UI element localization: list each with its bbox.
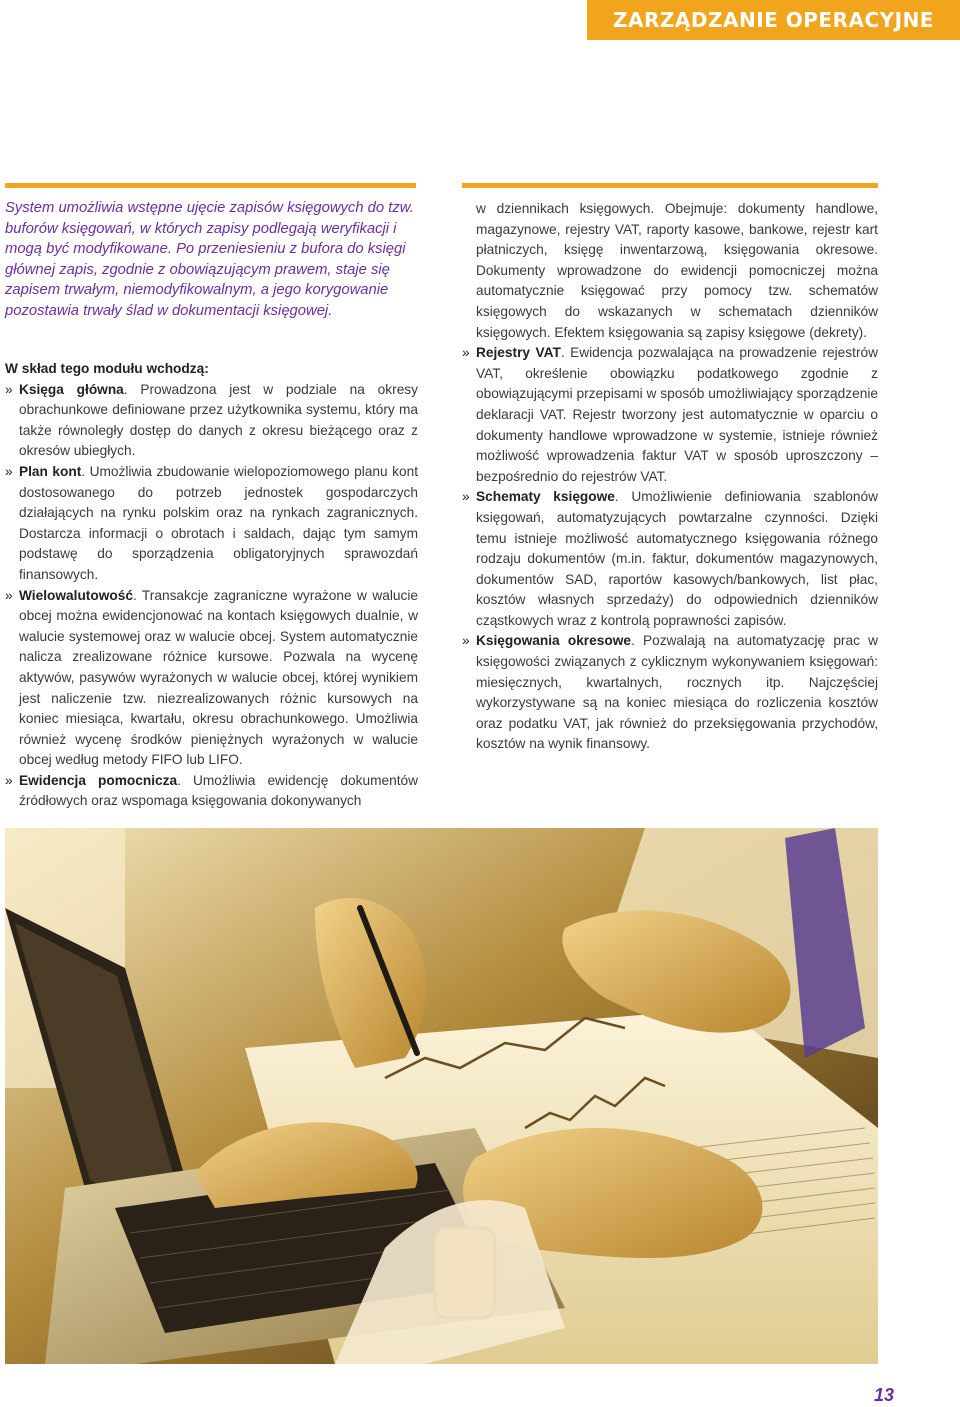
module-description: . Transakcje zagraniczne wyrażone w walucie obcej można ewidencjonować na kontach księgowych dualnie, w walucie systemowej oraz w walucie obcej. System automatycznie nalicza zrealizowane różnice kursowe. Pozwala na wycenę aktywów, pasywów wyrażonych w walucie obcej, której wynikiem jest naliczenie tzw. niezrealizowanych różnic kursowych na koniec miesiąca, kwartału, okresu obrachunkowego. Umożliwia również wycenę środków pieniężnych wyrażonych w walucie obcej według metody FIFO lub LIFO. bbox=[19, 587, 418, 768]
module-description: . Umożliwienie definiowania szablonów księgowań, automatyzujących powtarzalne czynności. Dzięki temu istnieje możliwość automatycznego księgowania różnego rodzaju dokumentów (m.in. faktur, dokumentów magazynowych, dokumentów SAD, raportów kasowych/bankowych, list płac, kosztów własnych sprzedaży) do odpowiednich dzienników cząstkowych wraz z kontrolą poprawności zapisów. bbox=[476, 489, 878, 628]
module-item-schematy-ksiegowe bbox=[462, 487, 878, 631]
module-term: Rejestry VAT bbox=[476, 345, 561, 361]
office-photo-illustration bbox=[5, 828, 878, 1364]
right-column bbox=[462, 199, 878, 755]
ewidencja-continuation: w dziennikach księgowych. Obejmuje: dokumenty handlowe, magazynowe, rejestry VAT, raporty kasowe, bankowe, rejestr kart płatniczych, księgę inwentarzową, księgowania okresowe. Dokumenty wprowadzone do ewidencji pomocniczej można automatycznie księgować przy pomocy tzw. schematów księgowych do wskazanych w schematach dzienników księgowych. Efektem księgowania są zapisy księgowe (dekrety). bbox=[476, 201, 878, 340]
lead-paragraph: System umożliwia wstępne ujęcie zapisów księgowych do tzw. buforów księgowań, w których zapisy podlegają weryfikacji i mogą być modyfikowane. Po przeniesieniu z bufora do księgi głównej zapis, zgodnie z obowiązującym prawem, staje się zapisem trwałym, niemodyfikowalnym, a jego korygowanie pozostawia trwały ślad w dokumentacji księgowej. bbox=[5, 200, 414, 319]
module-term: Plan kont bbox=[19, 463, 82, 479]
module-item-ksiega-glowna bbox=[5, 380, 418, 462]
module-item-ksiegowania-okresowe bbox=[462, 631, 878, 755]
bullet-icon: » bbox=[5, 587, 13, 603]
bullet-icon: » bbox=[462, 633, 470, 649]
module-term: Księga główna bbox=[19, 381, 124, 397]
module-item-plan-kont bbox=[5, 462, 418, 586]
bullet-icon: » bbox=[5, 381, 13, 397]
bullet-icon: » bbox=[462, 489, 470, 505]
module-description: . Pozwalają na automatyzację prac w księgowości związanych z cyklicznym wykonywaniem księgowań: miesięcznych, kwartalnych, rocznych itp. Najczęściej wykorzystywane są na koniec miesiąca do rozliczenia kosztów oraz podatku VAT, jak również do przeksięgowania przychodów, kosztów na wynik finansowy. bbox=[476, 633, 878, 752]
module-item-rejestry-vat bbox=[462, 343, 878, 487]
page-number: 13 bbox=[874, 1385, 895, 1405]
modules-heading: W skład tego modułu wchodzą: bbox=[5, 361, 209, 376]
bullet-icon: » bbox=[462, 345, 470, 361]
module-description: . Prowadzona jest w podziale na okresy obrachunkowe definiowane przez użytkownika systemu, który ma także równoległy dostęp do danych z okresu bieżącego oraz z okresów ubiegłych. bbox=[19, 381, 418, 459]
left-accent-rule bbox=[5, 183, 416, 188]
bullet-icon: » bbox=[5, 463, 13, 479]
bullet-icon: » bbox=[5, 772, 13, 788]
module-description: . Umożliwia zbudowanie wielopoziomowego planu kont dostosowanego do potrzeb jednostek gospodarczych działających na rynku polskim oraz na rynkach zagranicznych. Dostarcza informacji o obrotach i saldach, dając tym samym podstawę do sporządzenia obligatoryjnych sprawozdań finansowych. bbox=[19, 463, 418, 582]
module-description: . Ewidencja pozwalająca na prowadzenie rejestrów VAT, określenie obowiązku podatkowego zgodnie z obowiązującymi przepisami w sposób umożliwiający sporządzenie deklaracji VAT. Rejestr tworzony jest automatycznie w oparciu o dokumenty handlowe wprowadzone w systemie, istnieje również możliwość wprowadzenia faktur VAT w sposób uproszczony – bezpośrednio do rejestrów VAT. bbox=[476, 345, 878, 484]
office-photo bbox=[5, 828, 878, 1364]
right-accent-rule bbox=[462, 183, 878, 188]
module-term: Wielowalutowość bbox=[19, 587, 133, 603]
module-description: . Umożliwia ewidencję dokumentów źródłowych oraz wspomaga księgowania dokonywanych bbox=[19, 772, 418, 809]
module-item-wielowalutowosc bbox=[5, 586, 418, 771]
module-term: Ewidencja pomocnicza bbox=[19, 772, 178, 788]
module-term: Księgowania okresowe bbox=[476, 633, 631, 649]
module-term: Schematy księgowe bbox=[476, 489, 615, 505]
left-column bbox=[5, 359, 418, 812]
section-title: ZARZĄDZANIE OPERACYJNE bbox=[587, 0, 960, 40]
module-item-ewidencja-pomocnicza bbox=[5, 771, 418, 812]
